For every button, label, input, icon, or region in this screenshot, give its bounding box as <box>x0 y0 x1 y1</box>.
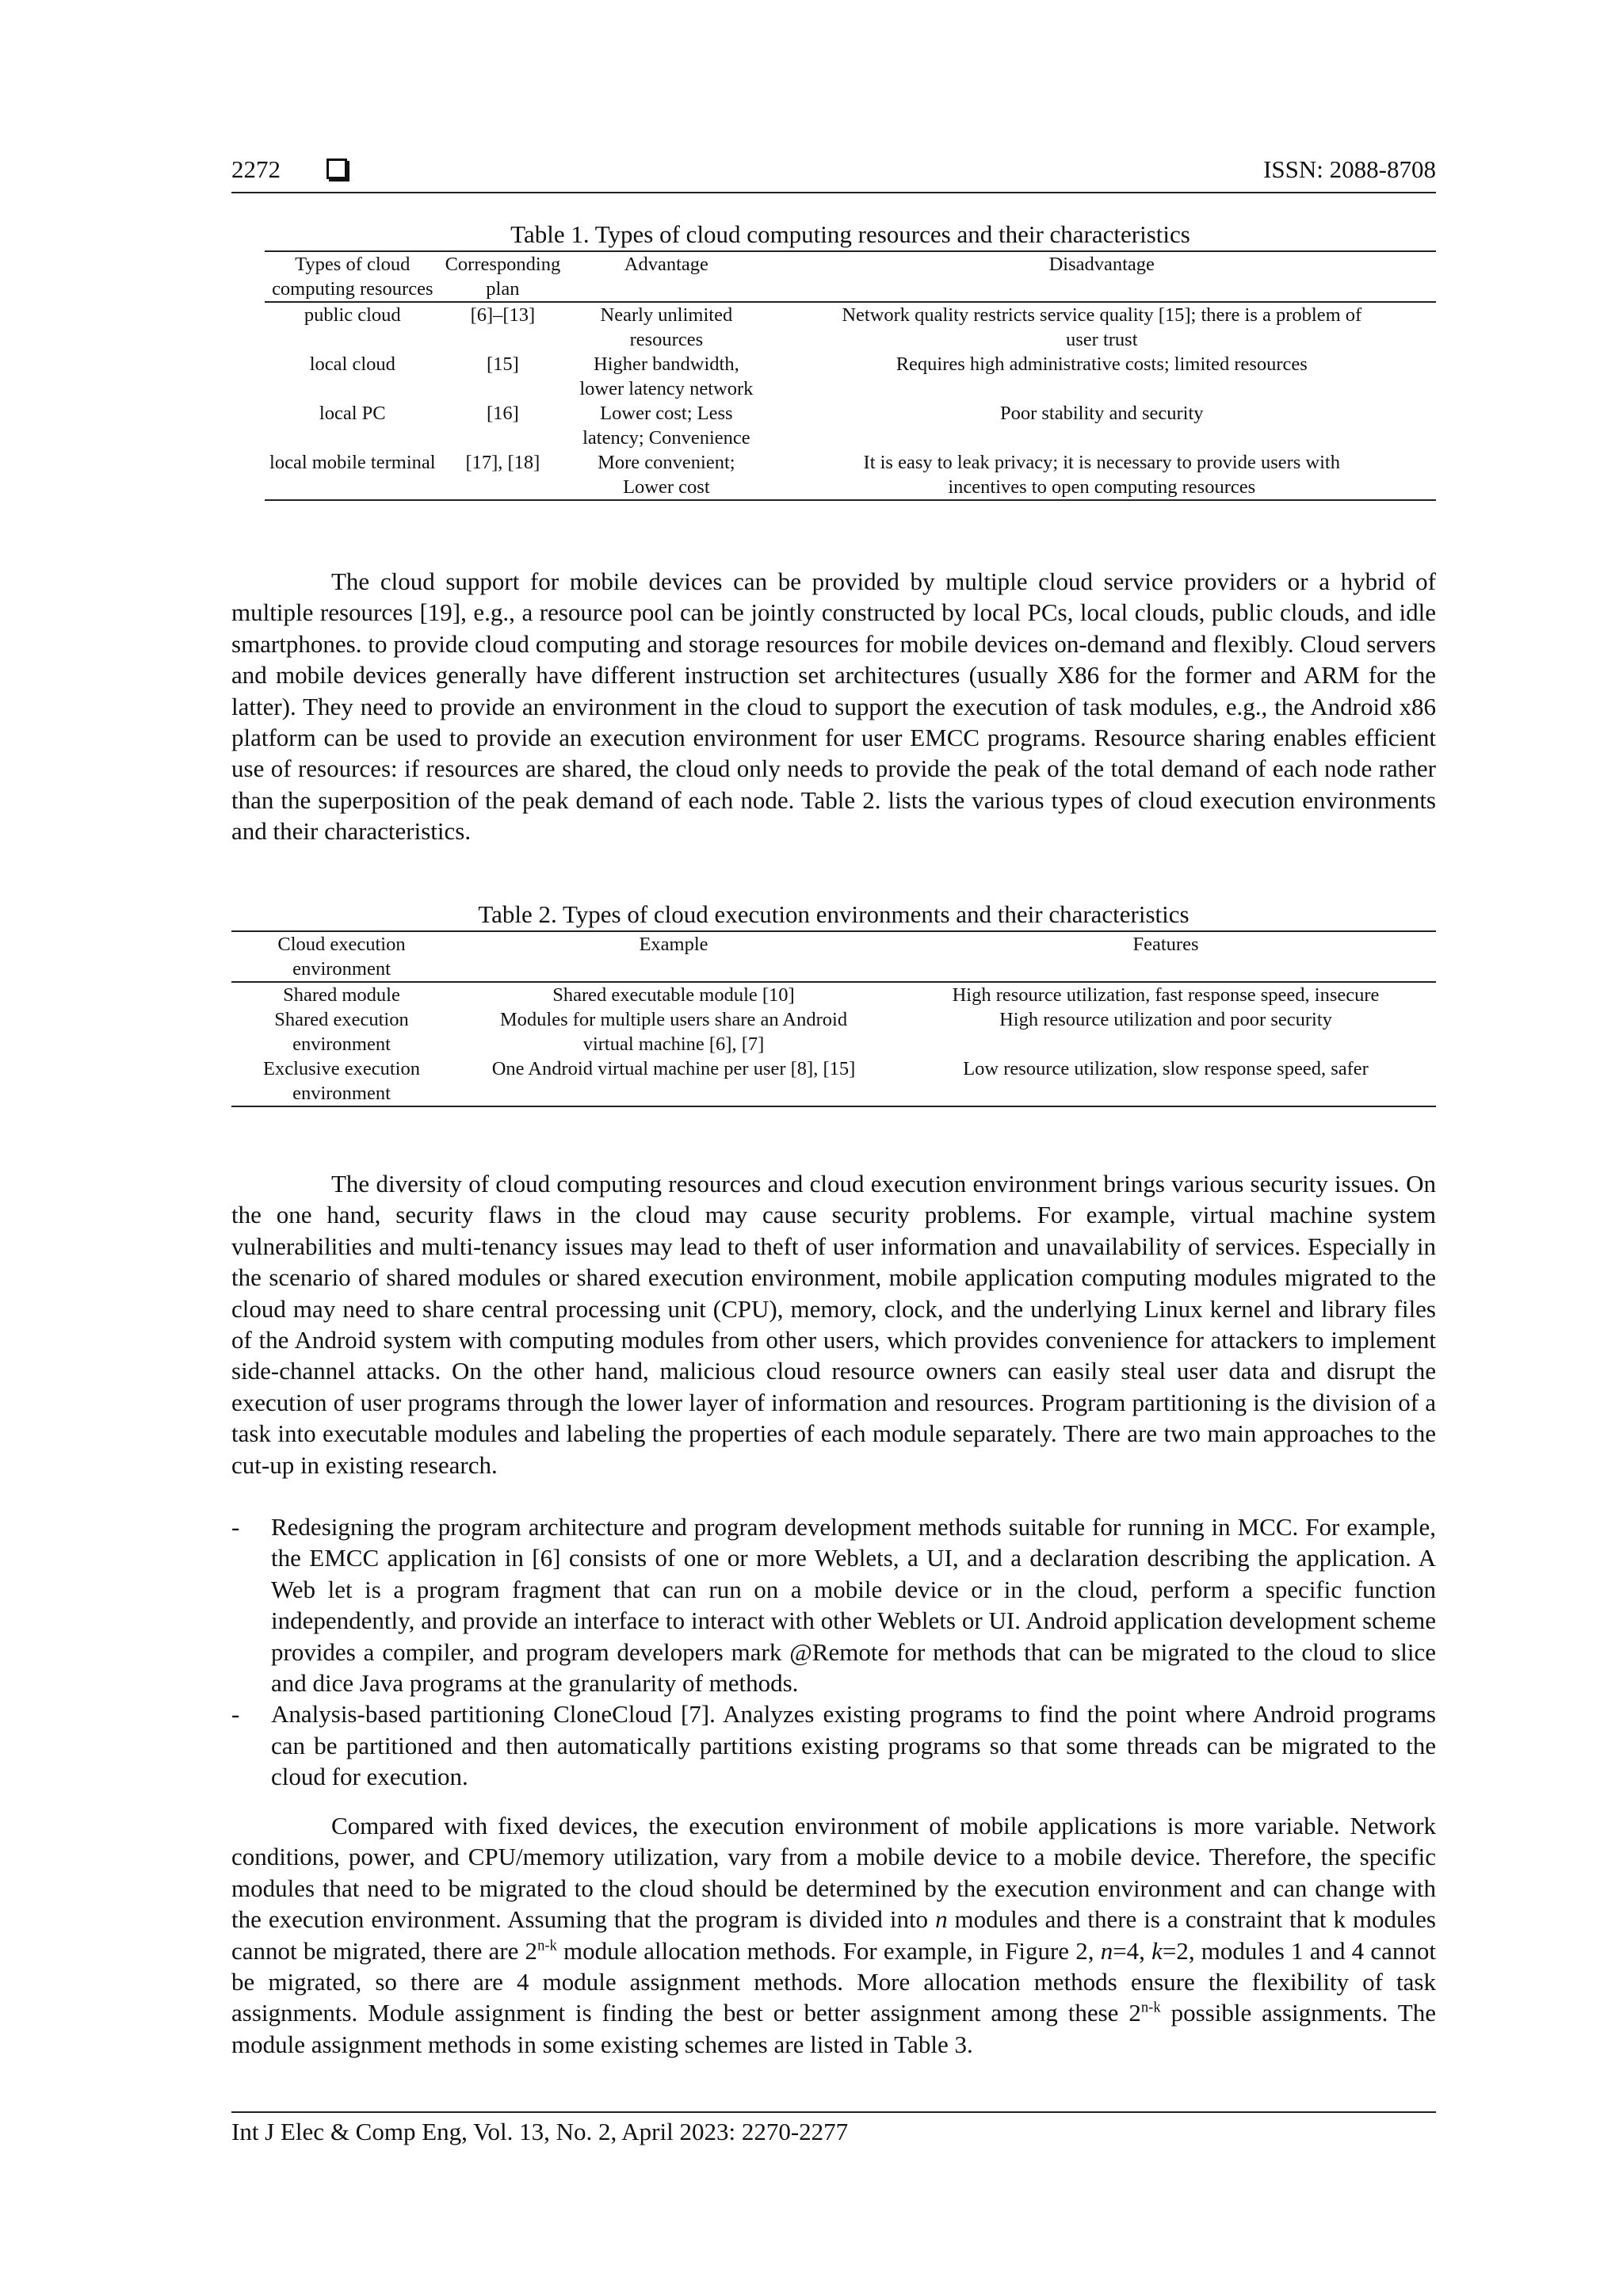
approach-list <box>231 1511 1436 1793</box>
list-item-text: Redesigning the program architecture and program development methods suitable for running in MCC. For example, the EMCC application in [6] consists of one or more Weblets, a UI, and a declaration describing the application. A Web let is a program fragment that can run on a mobile device or in the cloud, perform a specific function independently, and provide an interface to interact with other Weblets or UI. Android application development scheme provides a compiler, and program developers mark @Remote for methods that can be migrated to the cloud to slice and dice Java programs at the granularity of methods. <box>271 1513 1436 1698</box>
table2-caption: Table 2. Types of cloud execution environments and their characteristics <box>478 900 1190 928</box>
table-cell: One Android virtual machine per user [8], [15] <box>491 1058 856 1079</box>
body-paragraph-1: The cloud support for mobile devices can be provided by multiple cloud service providers or a hybrid of multiple resources [19], e.g., a resource pool can be jointly constructed by local PCs, local clouds, public clouds, and idle smartphones. to provide cloud computing and storage resources for mobile devices on-demand and flexibly. Cloud servers and mobile devices generally have different instruction set architectures (usually X86 for the former and ARM for the latter). They need to provide an environment in the cloud to support the execution of task modules, e.g., the Android x86 platform can be used to provide an execution environment for user EMCC programs. Resource sharing enables efficient use of resources: if resources are shared, the cloud only needs to provide the peak of the total demand of each node rather than the superposition of the peak demand of each node. Table 2. lists the various types of cloud execution environments and their characteristics. <box>231 567 1436 846</box>
dash-bullet: - <box>231 1513 240 1541</box>
table-cell: [6]–[13] <box>470 304 536 326</box>
table-cell: Modules for multiple users share an Android virtual machine [6], [7] <box>499 1009 848 1055</box>
table-cell: Requires high administrative costs; limited resources <box>896 353 1308 375</box>
table-cell: Exclusive execution environment <box>263 1058 420 1104</box>
table2-header-row <box>231 931 1436 982</box>
table2-col-environment: Cloud execution environment <box>277 934 406 980</box>
text-run: possible assignments. The module assignment methods in some existing schemes are listed in Table 3. <box>231 1999 1436 2058</box>
list-item <box>231 1511 1436 1698</box>
table-cell: local cloud <box>309 353 395 375</box>
body-paragraph-3 <box>231 1810 1436 2060</box>
table-cell: Higher bandwidth, lower latency network <box>579 353 754 399</box>
text-run: =4, <box>1113 1936 1152 1965</box>
table-cell: [16] <box>486 403 519 424</box>
table-cell: [17], [18] <box>465 452 540 473</box>
text-run: module allocation methods. For example, in Figure 2, <box>556 1936 1101 1965</box>
math-k: k <box>1151 1936 1163 1965</box>
superscript: n-k <box>1140 2000 1161 2017</box>
table-cell: public cloud <box>304 304 401 326</box>
page-number: 2272 <box>231 155 281 183</box>
footer-rule <box>231 2111 1436 2113</box>
table-cell: High resource utilization, fast response speed, insecure <box>952 984 1380 1006</box>
table-cell: local PC <box>319 403 386 424</box>
header-rule <box>231 192 1436 193</box>
superscript: n-k <box>537 1937 557 1954</box>
issn: ISSN: 2088-8708 <box>1263 155 1436 183</box>
page-header <box>231 151 1436 192</box>
table-cell: Nearly unlimited resources <box>600 304 733 350</box>
checkbox-square-icon <box>327 159 347 179</box>
table-row <box>265 352 1436 401</box>
table-cell: Shared module <box>283 984 400 1006</box>
table1-col-advantage: Advantage <box>624 254 708 275</box>
footer-citation: Int J Elec & Comp Eng, Vol. 13, No. 2, April 2023: 2270-2277 <box>231 2118 849 2145</box>
table-cell: Poor stability and security <box>999 403 1204 424</box>
table1-col-types: Types of cloud computing resources <box>272 254 433 300</box>
table-row <box>265 450 1436 500</box>
table-row <box>231 1056 1436 1106</box>
table2-col-example: Example <box>639 934 708 955</box>
table-cell: Low resource utilization, slow response speed, safer <box>963 1058 1369 1079</box>
table-cell: It is easy to leak privacy; it is necessary to provide users with incentives to open computing resources <box>863 452 1340 498</box>
math-n: n <box>935 1905 948 1934</box>
table-cell: Lower cost; Less latency; Convenience <box>582 403 750 449</box>
table2 <box>231 930 1436 1107</box>
table-cell: High resource utilization and poor security <box>999 1009 1332 1030</box>
dash-bullet: - <box>231 1700 240 1729</box>
table-cell: local mobile terminal <box>269 452 436 473</box>
table-cell: More convenient; Lower cost <box>598 452 735 498</box>
table-cell: Network quality restricts service quality [15]; there is a problem of user trust <box>842 304 1362 350</box>
table1-col-plan: Corresponding plan <box>445 254 561 300</box>
list-item-text: Analysis-based partitioning CloneCloud [7]. Analyzes existing programs to find the point where Android programs can be partitioned and then automatically partitions existing programs so that some threads can be migrated to the cloud for execution. <box>271 1700 1436 1791</box>
table-cell: Shared execution environment <box>274 1009 409 1055</box>
table1-caption: Table 1. Types of cloud computing resources and their characteristics <box>510 220 1190 248</box>
math-n: n <box>1100 1936 1113 1965</box>
table-row <box>265 401 1436 450</box>
table1 <box>265 250 1436 501</box>
table-row <box>231 982 1436 1007</box>
table-cell: Shared executable module [10] <box>552 984 795 1006</box>
text-run: Compared with fixed devices, the execution environment of mobile applications is more variable. Network conditions, power, and CPU/memory utilization, vary from a mobile device to a mobile device. Therefore, the specific modules that need to be migrated to the cloud should be determined by the execution environment and can change with the execution environment. Assuming that the program is divided into <box>231 1812 1436 1934</box>
text-run: =2, modules 1 and 4 cannot be migrated, so there are 4 module assignment methods. More allocation methods ensure the flexibility of task assignments. Module assignment is finding the best or better assignment among these 2 <box>231 1936 1436 2027</box>
text-run: modules and there is a constraint that k modules cannot be migrated, there are 2 <box>231 1905 1436 1965</box>
table-cell: [15] <box>486 353 519 375</box>
table2-col-features: Features <box>1132 934 1199 955</box>
body-paragraph-2: The diversity of cloud computing resources and cloud execution environment brings various security issues. On the one hand, security flaws in the cloud may cause security problems. For example, virtual machine system vulnerabilities and multi-tenancy issues may lead to theft of user information and unavailability of services. Especially in the scenario of shared modules or shared execution environment, mobile application computing modules migrated to the cloud may need to share central processing unit (CPU), memory, clock, and the underlying Linux kernel and library files of the Android system with computing modules from other users, which provides convenience for attackers to implement side-channel attacks. On the other hand, malicious cloud resource owners can easily steal user data and disrupt the execution of user programs through the lower layer of information and resources. Program partitioning is the division of a task into executable modules and labeling the properties of each module separately. There are two main approaches to the cut-up in existing research. <box>231 1170 1436 1479</box>
table-row <box>265 302 1436 352</box>
table1-header-row <box>265 251 1436 302</box>
table1-col-disadvantage: Disadvantage <box>1048 254 1155 275</box>
list-item <box>231 1698 1436 1792</box>
table-row <box>231 1007 1436 1056</box>
